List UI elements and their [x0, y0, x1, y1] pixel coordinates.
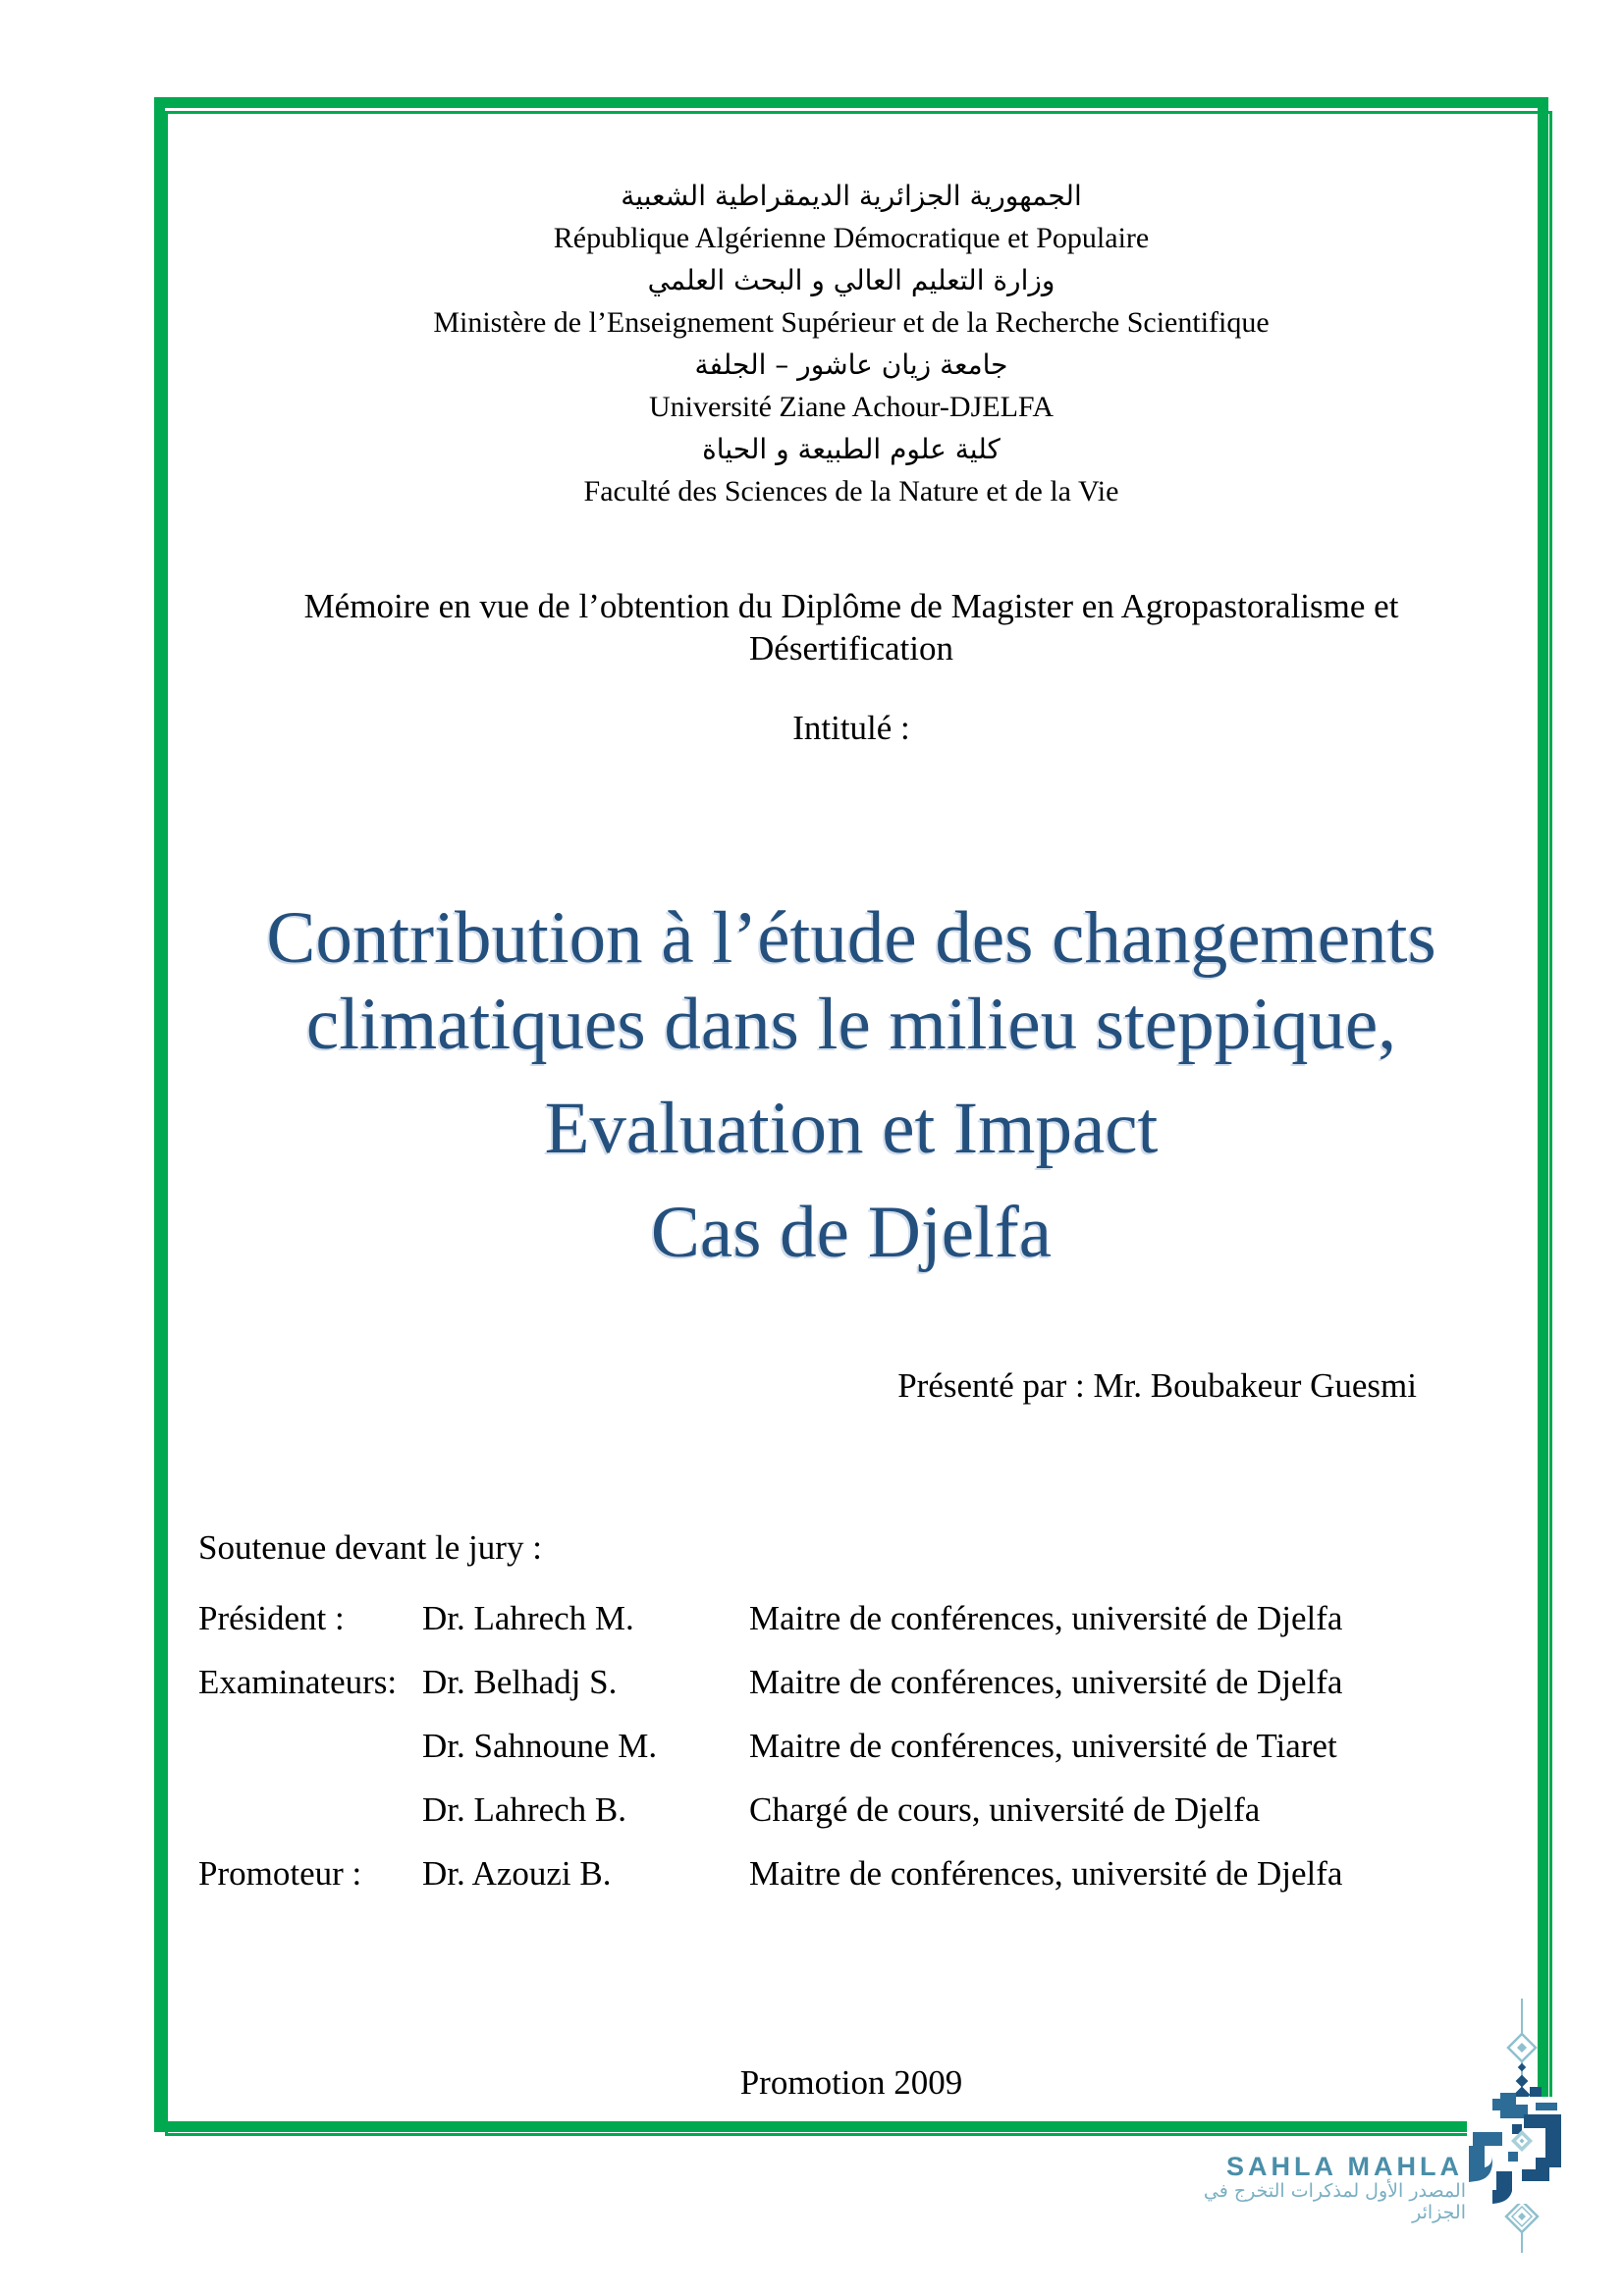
thesis-title-line-1: Contribution à l’étude des changements: [266, 897, 1436, 979]
header-line-faculty-ar: كلية علوم الطبيعة و الحياة: [702, 433, 1001, 465]
brand-tagline: المصدر الأول لمذكرات التخرج في الجزائر: [1203, 2180, 1466, 2223]
thesis-title-line-2: climatiques dans le milieu steppique,: [305, 984, 1397, 1065]
jury-row: [154, 1663, 1548, 1704]
intitule-label: Intitulé :: [792, 709, 910, 747]
degree-line-2: Désertification: [749, 629, 953, 667]
header-line-republic-fr: République Algérienne Démocratique et Populaire: [553, 222, 1150, 254]
jury-member-name: Dr. Sahnoune M.: [422, 1727, 658, 1765]
institution-header: [154, 175, 1548, 512]
header-line-university-ar: جامعة زيان عاشور – الجلفة: [694, 348, 1008, 381]
degree-line-1: Mémoire en vue de l’obtention du Diplôme de Magister en Agropastoralisme et: [303, 587, 1399, 625]
jury-member-title: Maitre de conférences, université de Djelfa: [749, 1599, 1343, 1637]
jury-member-title: Maitre de conférences, université de Tiaret: [749, 1727, 1337, 1765]
jury-member-title: Chargé de cours, université de Djelfa: [749, 1790, 1261, 1829]
brand-name: SAHLA MAHLA: [1226, 2152, 1463, 2181]
jury-role: Président :: [198, 1599, 345, 1637]
jury-row: [154, 1790, 1548, 1832]
header-line-ministry-fr: Ministère de l’Enseignement Supérieur et de la Recherche Scientifique: [433, 306, 1270, 339]
promotion-year: Promotion 2009: [739, 2063, 963, 2102]
degree-statement: [154, 585, 1548, 669]
jury-heading: Soutenue devant le jury :: [198, 1528, 542, 1567]
header-line-republic-ar: الجمهورية الجزائرية الديمقراطية الشعبية: [621, 180, 1082, 212]
jury-member-title: Maitre de conférences, université de Djelfa: [749, 1854, 1343, 1893]
header-line-faculty-fr: Faculté des Sciences de la Nature et de la Vie: [583, 475, 1119, 507]
jury-member-name: Dr. Azouzi B.: [422, 1854, 612, 1893]
jury-member-name: Dr. Lahrech B.: [422, 1790, 626, 1829]
thesis-title-line-4: Cas de Djelfa: [650, 1192, 1053, 1273]
header-line-ministry-ar: وزارة التعليم العالي و البحث العلمي: [647, 264, 1056, 296]
jury-row: [154, 1727, 1548, 1768]
calligraphy-mark-icon: [1467, 2087, 1573, 2205]
jury-member-name: Dr. Lahrech M.: [422, 1599, 634, 1637]
jury-role: Promoteur :: [198, 1854, 362, 1893]
presented-by: Présenté par : Mr. Boubakeur Guesmi: [897, 1366, 1417, 1405]
jury-member-title: Maitre de conférences, université de Djelfa: [749, 1663, 1343, 1701]
thesis-title-line-3: Evaluation et Impact: [544, 1088, 1159, 1169]
jury-role: Examinateurs:: [198, 1663, 398, 1701]
jury-row: [154, 1854, 1548, 1896]
jury-row: [154, 1599, 1548, 1640]
header-line-university-fr: Université Ziane Achour-DJELFA: [648, 391, 1055, 423]
jury-member-name: Dr. Belhadj S.: [422, 1663, 618, 1701]
